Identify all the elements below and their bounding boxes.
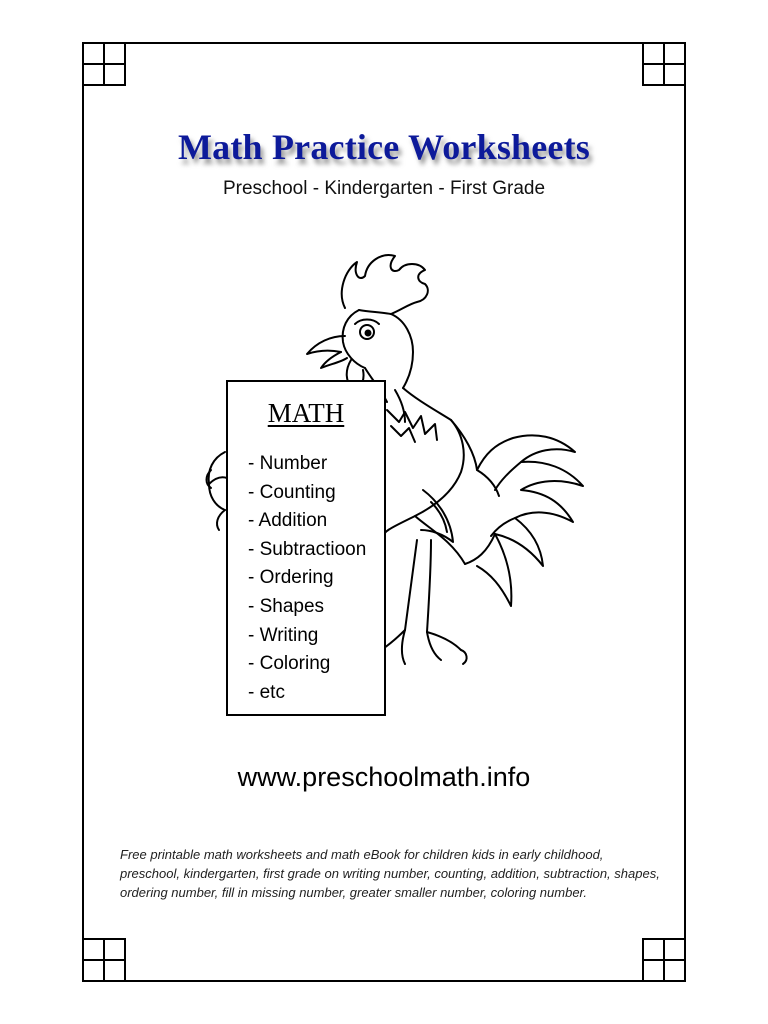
corner-ornament-bottom-right-icon	[638, 934, 686, 982]
page-title: Math Practice Worksheets	[177, 127, 591, 167]
list-item: - Shapes	[248, 595, 325, 617]
math-sign	[226, 380, 386, 716]
list-item: - Ordering	[248, 567, 334, 589]
corner-ornament-top-left-icon	[82, 42, 130, 90]
list-item: - etc	[248, 681, 285, 703]
page-subtitle: Preschool - Kindergarten - First Grade	[222, 178, 546, 199]
corner-ornament-top-right-icon	[638, 42, 686, 90]
list-item: - Subtractioon	[248, 538, 367, 560]
website-url: www.preschoolmath.info	[237, 762, 531, 792]
description-text: Free printable math worksheets and math eBook for children kids in early childhood, preschool, kindergarten, first grade on writing number, counting, addition, subtraction, shapes, ordering number, fill in missing number, greater smaller number, coloring number.	[120, 847, 660, 900]
list-item: - Counting	[248, 481, 336, 503]
sign-title: MATH	[267, 398, 345, 428]
list-item: - Number	[248, 453, 328, 474]
corner-ornament-bottom-left-icon	[82, 934, 130, 982]
list-item: - Writing	[248, 624, 319, 646]
topic-list	[248, 450, 366, 707]
list-item: - Coloring	[248, 653, 331, 675]
list-item: - Addition	[248, 510, 328, 532]
